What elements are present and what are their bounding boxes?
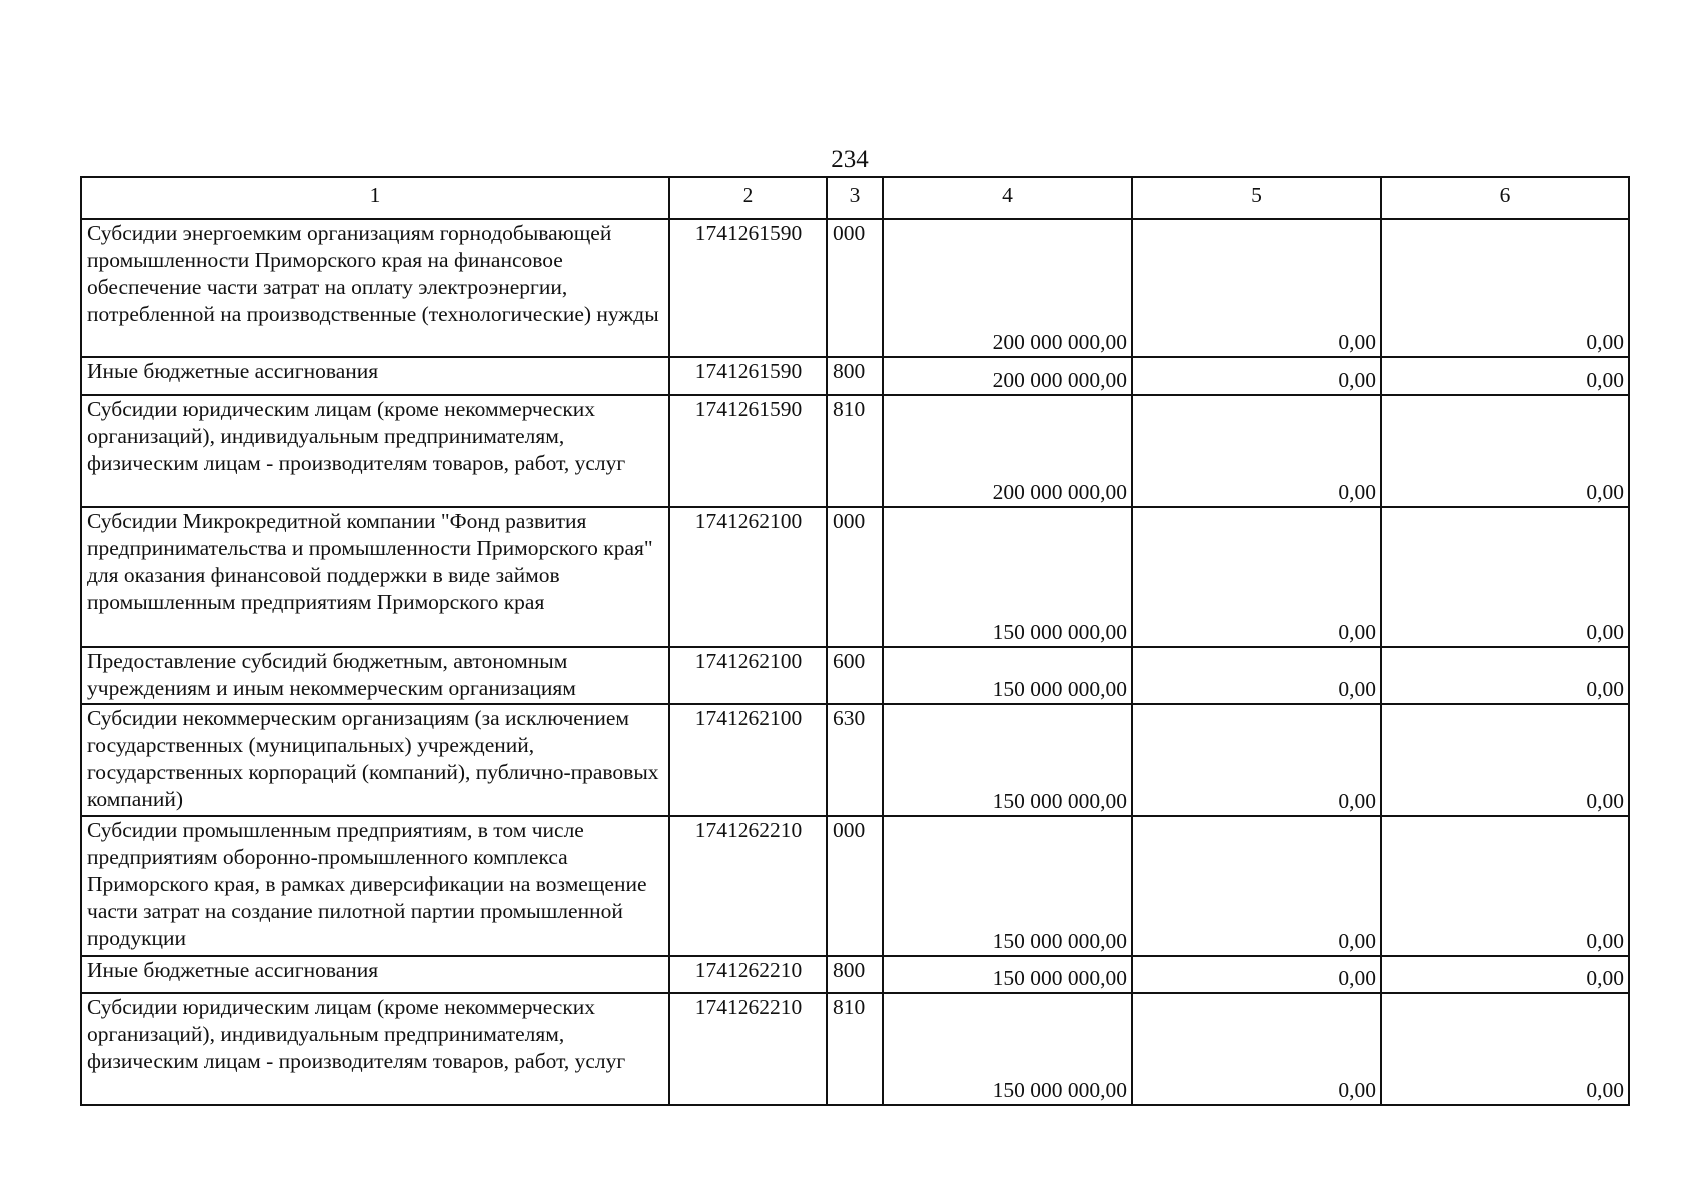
header-cell-6: 6 — [1381, 177, 1629, 219]
table-row — [81, 219, 1629, 357]
row-code: 1741262210 — [669, 993, 827, 1105]
row-type: 800 — [827, 956, 883, 993]
row-name: Субсидии промышленным предприятиям, в том числе предприятиям оборонно-промышленного комплекса Приморского края, в рамках диверсификации на возмещение части затрат на создание пилотной партии промышленной продукции — [81, 816, 669, 956]
row-value-col5: 0,00 — [1132, 357, 1381, 395]
row-value-col6: 0,00 — [1381, 816, 1629, 956]
row-value-col4: 150 000 000,00 — [883, 507, 1132, 647]
row-value-col5: 0,00 — [1132, 704, 1381, 816]
page-number: 234 — [831, 146, 869, 173]
row-value-col5: 0,00 — [1132, 816, 1381, 956]
table-row — [81, 507, 1629, 647]
table-row — [81, 816, 1629, 956]
row-type: 810 — [827, 993, 883, 1105]
row-name: Субсидии некоммерческим организациям (за исключением государственных (муниципальных) учреждений, государственных корпораций (компаний), публично-правовых компаний) — [81, 704, 669, 816]
table-row — [81, 704, 1629, 816]
row-value-col4: 200 000 000,00 — [883, 219, 1132, 357]
row-name: Субсидии юридическим лицам (кроме некоммерческих организаций), индивидуальным предпринимателям, физическим лицам - производителям товаров, работ, услуг — [81, 395, 669, 507]
row-code: 1741262210 — [669, 816, 827, 956]
row-code: 1741262210 — [669, 956, 827, 993]
row-value-col6: 0,00 — [1381, 993, 1629, 1105]
row-value-col6: 0,00 — [1381, 507, 1629, 647]
row-value-col6: 0,00 — [1381, 647, 1629, 704]
row-name: Субсидии юридическим лицам (кроме некоммерческих организаций), индивидуальным предпринимателям, физическим лицам - производителям товаров, работ, услуг — [81, 993, 669, 1105]
row-value-col5: 0,00 — [1132, 647, 1381, 704]
row-value-col5: 0,00 — [1132, 507, 1381, 647]
row-type: 000 — [827, 816, 883, 956]
row-value-col4: 200 000 000,00 — [883, 395, 1132, 507]
row-type: 600 — [827, 647, 883, 704]
row-value-col6: 0,00 — [1381, 219, 1629, 357]
row-code: 1741261590 — [669, 395, 827, 507]
table-body — [81, 219, 1629, 1105]
row-value-col4: 150 000 000,00 — [883, 704, 1132, 816]
row-value-col6: 0,00 — [1381, 395, 1629, 507]
row-name: Предоставление субсидий бюджетным, автономным учреждениям и иным некоммерческим организациям — [81, 647, 669, 704]
table-row — [81, 395, 1629, 507]
row-name: Иные бюджетные ассигнования — [81, 956, 669, 993]
table-row — [81, 956, 1629, 993]
budget-table — [80, 176, 1630, 1106]
header-row — [81, 177, 1629, 219]
row-value-col4: 200 000 000,00 — [883, 357, 1132, 395]
row-type: 800 — [827, 357, 883, 395]
row-value-col5: 0,00 — [1132, 395, 1381, 507]
row-value-col4: 150 000 000,00 — [883, 993, 1132, 1105]
row-type: 810 — [827, 395, 883, 507]
row-type: 000 — [827, 507, 883, 647]
row-value-col5: 0,00 — [1132, 993, 1381, 1105]
header-cell-4: 4 — [883, 177, 1132, 219]
row-type: 000 — [827, 219, 883, 357]
row-type: 630 — [827, 704, 883, 816]
row-value-col5: 0,00 — [1132, 956, 1381, 993]
row-value-col6: 0,00 — [1381, 956, 1629, 993]
row-value-col4: 150 000 000,00 — [883, 647, 1132, 704]
row-code: 1741261590 — [669, 357, 827, 395]
table-row — [81, 647, 1629, 704]
row-code: 1741262100 — [669, 704, 827, 816]
row-name: Иные бюджетные ассигнования — [81, 357, 669, 395]
row-value-col5: 0,00 — [1132, 219, 1381, 357]
header-cell-3: 3 — [827, 177, 883, 219]
row-name: Субсидии энергоемким организациям горнодобывающей промышленности Приморского края на финансовое обеспечение части затрат на оплату электроэнергии, потребленной на производственные (технологические) нужды — [81, 219, 669, 357]
row-value-col4: 150 000 000,00 — [883, 816, 1132, 956]
row-name: Субсидии Микрокредитной компании "Фонд развития предпринимательства и промышленности Приморского края" для оказания финансовой поддержки в виде займов промышленным предприятиям Приморского края — [81, 507, 669, 647]
table-row — [81, 993, 1629, 1105]
row-code: 1741262100 — [669, 507, 827, 647]
row-code: 1741262100 — [669, 647, 827, 704]
row-value-col6: 0,00 — [1381, 704, 1629, 816]
row-code: 1741261590 — [669, 219, 827, 357]
row-value-col4: 150 000 000,00 — [883, 956, 1132, 993]
header-cell-5: 5 — [1132, 177, 1381, 219]
header-cell-2: 2 — [669, 177, 827, 219]
table-header — [81, 177, 1629, 219]
row-value-col6: 0,00 — [1381, 357, 1629, 395]
table-row — [81, 357, 1629, 395]
header-cell-1: 1 — [81, 177, 669, 219]
